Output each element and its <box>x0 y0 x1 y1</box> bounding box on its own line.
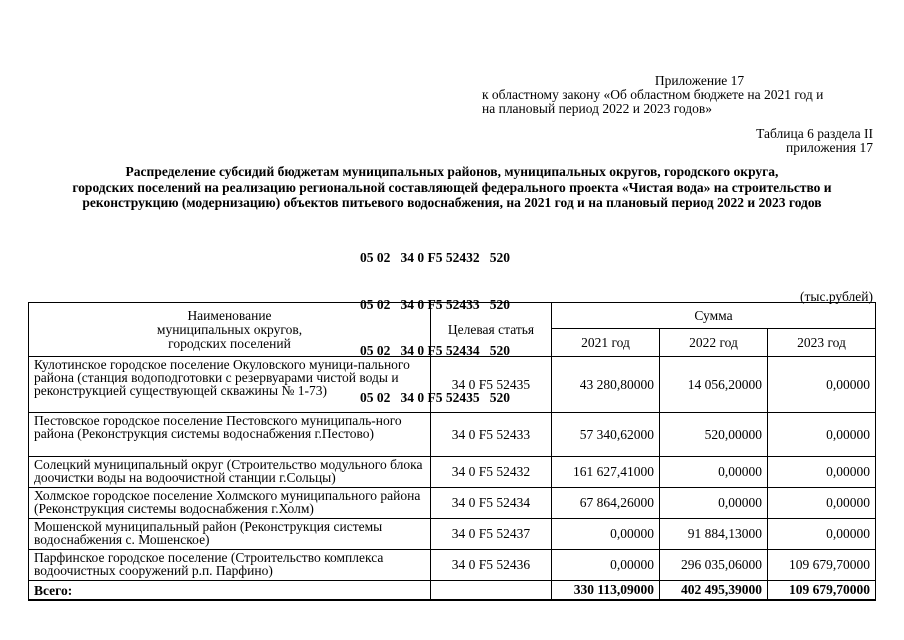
row-value-2023: 109 679,70000 <box>768 550 876 581</box>
row-code: 34 0 F5 52434 <box>431 488 552 519</box>
table-row <box>29 519 876 550</box>
row-value-2023: 0,00000 <box>768 413 876 457</box>
table-row <box>29 357 876 413</box>
row-value-2021: 43 280,80000 <box>552 357 660 413</box>
table-reference <box>756 127 873 155</box>
budget-code: 05 02 34 0 F5 52435 520 <box>360 389 510 405</box>
title-line: городских поселений на реализацию региональной составляющей федерального проекта «Чистая вода» на строительство и <box>72 179 832 195</box>
header-year-2023: 2023 год <box>768 329 876 357</box>
row-value-2022: 14 056,20000 <box>660 357 768 413</box>
row-code: 34 0 F5 52435 <box>431 357 552 413</box>
row-value-2023: 0,00000 <box>768 519 876 550</box>
row-value-2022: 520,00000 <box>660 413 768 457</box>
row-name: Холмское городское поселение Холмского муниципального района (Реконструкция системы водоснабжения г.Холм) <box>29 488 431 519</box>
row-name: Кулотинское городское поселение Окуловского муници-пального района (станция водоподготовки с резервуарами чистой воды и реконструкцией существующей скважины № 1-73) <box>29 357 431 413</box>
row-value-2021: 0,00000 <box>552 550 660 581</box>
title-line: реконструкцию (модернизацию) объектов питьевого водоснабжения, на 2021 год и на плановый период 2022 и 2023 годов <box>82 195 822 210</box>
appendix-law-ref: к областному закону «Об областном бюджете на 2021 год и <box>482 87 824 102</box>
table-reference-line1: Таблица 6 раздела II <box>756 126 873 141</box>
row-value-2021: 67 864,26000 <box>552 488 660 519</box>
total-row <box>29 581 876 601</box>
budget-code: 05 02 34 0 F5 52433 520 <box>360 296 510 312</box>
total-value-2023: 109 679,70000 <box>768 581 876 601</box>
row-value-2021: 0,00000 <box>552 519 660 550</box>
header-code: Целевая статья <box>431 303 552 357</box>
table-row <box>29 457 876 488</box>
row-value-2022: 0,00000 <box>660 457 768 488</box>
row-value-2021: 161 627,41000 <box>552 457 660 488</box>
header-name: Наименование муниципальных округов, городских поселений <box>29 303 431 357</box>
row-value-2022: 296 035,06000 <box>660 550 768 581</box>
row-name: Пестовское городское поселение Пестовского муниципаль-ного района (Реконструкция системы водоснабжения г.Пестово) <box>29 413 431 457</box>
total-label: Всего: <box>29 581 431 601</box>
total-code-empty <box>431 581 552 601</box>
unit-label: (тыс.рублей) <box>800 289 873 304</box>
row-code: 34 0 F5 52436 <box>431 550 552 581</box>
row-value-2023: 0,00000 <box>768 357 876 413</box>
row-value-2023: 0,00000 <box>768 457 876 488</box>
document-title <box>24 164 880 211</box>
budget-code: 05 02 34 0 F5 52432 520 <box>360 250 510 265</box>
total-value-2022: 402 495,39000 <box>660 581 768 601</box>
total-value-2021: 330 113,09000 <box>552 581 660 601</box>
row-name: Солецкий муниципальный округ (Строительство модульного блока доочистки воды на водоочистной станции г.Сольцы) <box>29 457 431 488</box>
header-year-2021: 2021 год <box>552 329 660 357</box>
subsidy-table <box>28 302 876 601</box>
row-name: Парфинское городское поселение (Строительство комплекса водоочистных сооружений р.п. Парфино) <box>29 550 431 581</box>
table-row <box>29 413 876 457</box>
row-code: 34 0 F5 52437 <box>431 519 552 550</box>
title-line: Распределение субсидий бюджетам муниципальных районов, муниципальных округов, городского округа, <box>125 164 779 179</box>
row-code: 34 0 F5 52432 <box>431 457 552 488</box>
appendix-number: Приложение 17 <box>654 73 745 88</box>
appendix-header <box>482 74 877 116</box>
row-value-2022: 0,00000 <box>660 488 768 519</box>
row-value-2022: 91 884,13000 <box>660 519 768 550</box>
table-row <box>29 550 876 581</box>
budget-code: 05 02 34 0 F5 52434 520 <box>360 343 510 358</box>
table-row <box>29 488 876 519</box>
row-code: 34 0 F5 52433 <box>431 413 552 457</box>
appendix-law-ref-cont: на плановый период 2022 и 2023 годов» <box>482 101 713 116</box>
row-name: Мошенской муниципальный район (Реконструкция системы водоснабжения с. Мошенское) <box>29 519 431 550</box>
table-reference-line2: приложения 17 <box>785 140 873 155</box>
header-year-2022: 2022 год <box>660 329 768 357</box>
row-value-2021: 57 340,62000 <box>552 413 660 457</box>
header-sum: Сумма <box>552 303 876 329</box>
row-value-2023: 0,00000 <box>768 488 876 519</box>
